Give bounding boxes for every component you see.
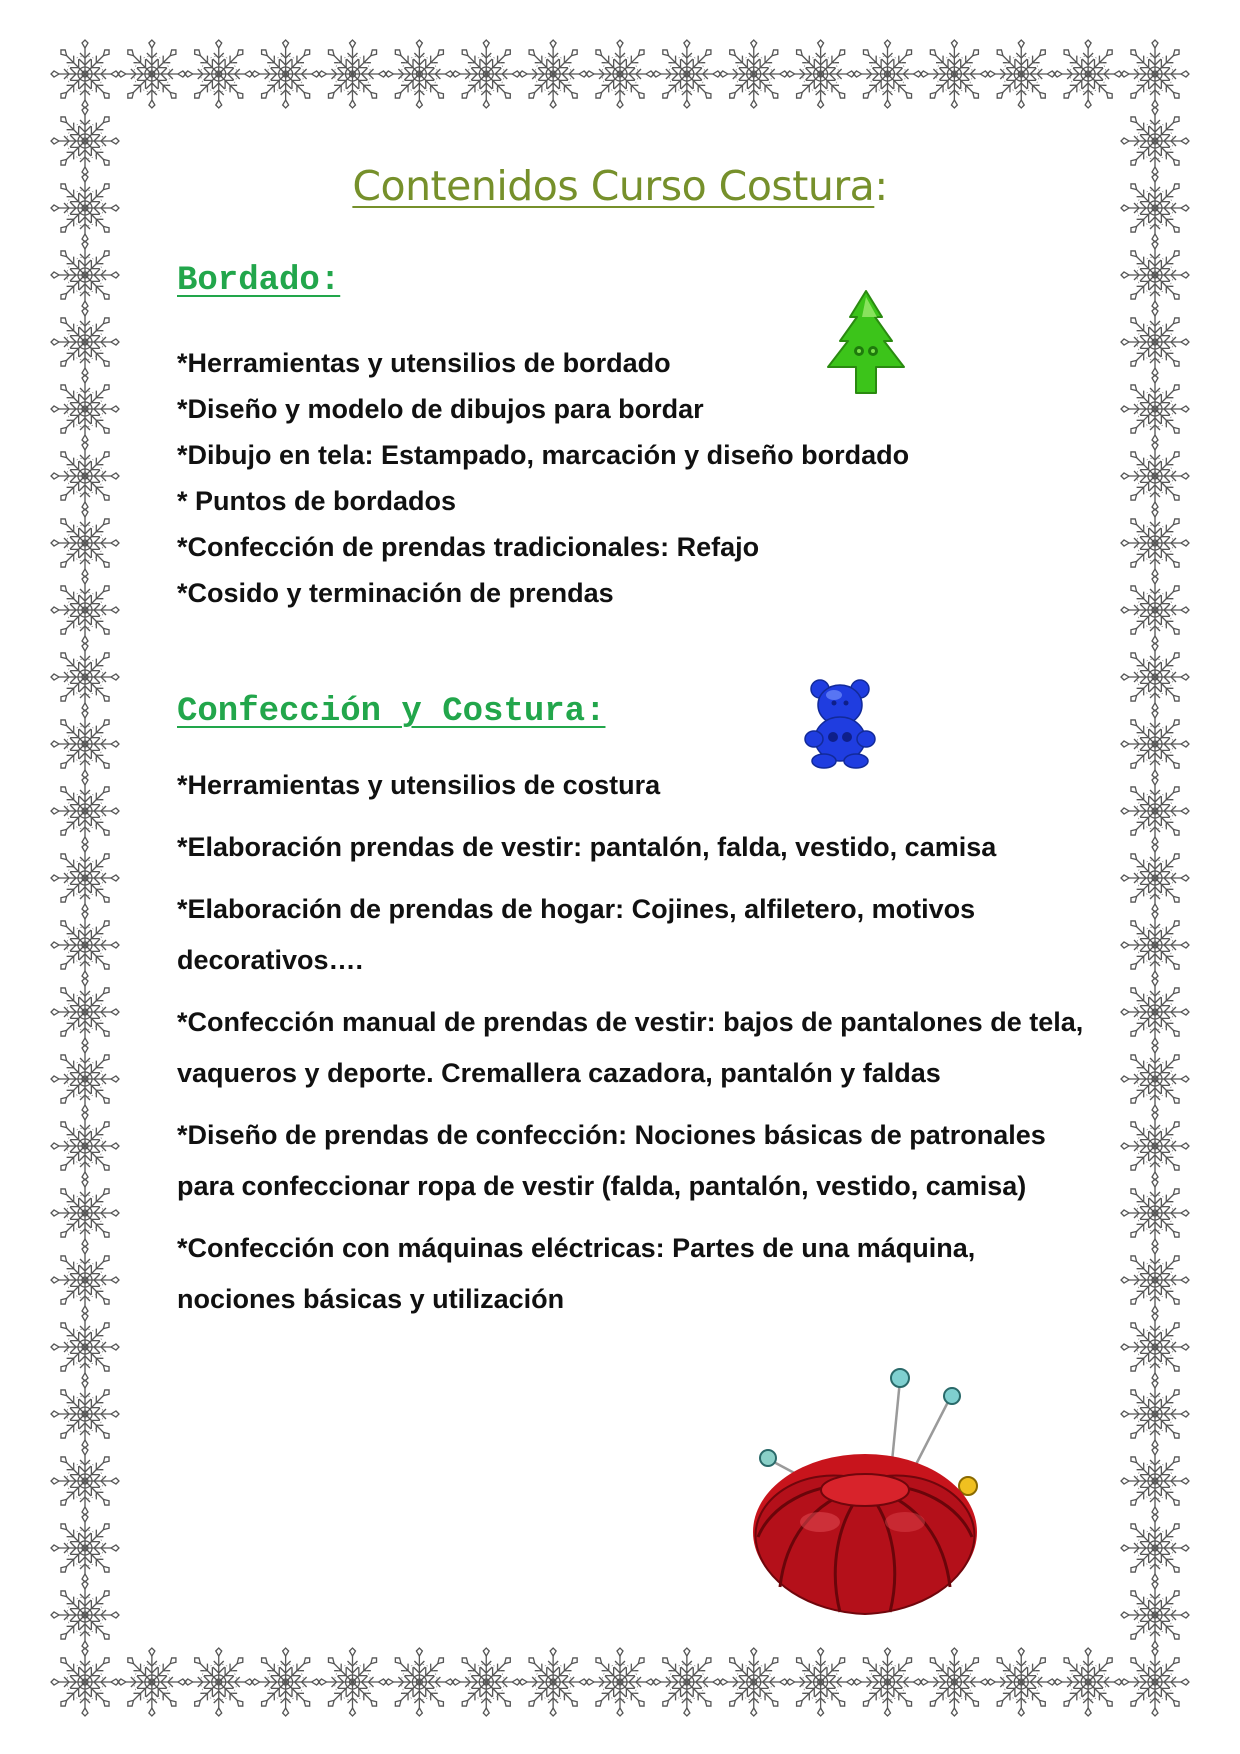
list-item: *Confección con máquinas eléctricas: Partes de una máquina, nociones básicas y utilización [177,1233,976,1314]
list-item: * Puntos de bordados [177,486,457,516]
bordado-list [177,340,909,616]
page-title [0,162,1240,210]
list-item: *Herramientas y utensilios de bordado [177,348,671,378]
list-item: *Cosido y terminación de prendas [177,578,614,608]
page-title-colon: : [874,162,888,210]
list-item: *Diseño de prendas de confección: Nociones básicas de patronales para confeccionar ropa de vestir (falda, pantalón, vestido, camisa) [177,1120,1046,1201]
tree-button-icon [822,287,910,401]
list-item: *Dibujo en tela: Estampado, marcación y diseño bordado [177,440,910,470]
list-item: *Herramientas y utensilios de costura [177,770,661,800]
bear-button-icon [804,677,876,769]
list-item: *Diseño y modelo de dibujos para bordar [177,394,704,424]
costura-heading: Confección y Costura: [177,693,606,731]
bordado-heading: Bordado: [177,262,341,300]
list-item: *Confección de prendas tradicionales: Refajo [177,532,760,562]
costura-list [177,760,1097,1336]
list-item: *Elaboración prendas de vestir: pantalón, falda, vestido, camisa [177,832,997,862]
pincushion-icon [740,1362,990,1624]
list-item: *Elaboración de prendas de hogar: Cojines, alfiletero, motivos decorativos…. [177,894,976,975]
page-title-text: Contenidos Curso Costura [352,162,875,210]
list-item: *Confección manual de prendas de vestir: bajos de pantalones de tela, vaqueros y deporte. Cremallera cazadora, pantalón y faldas [177,1007,1084,1088]
